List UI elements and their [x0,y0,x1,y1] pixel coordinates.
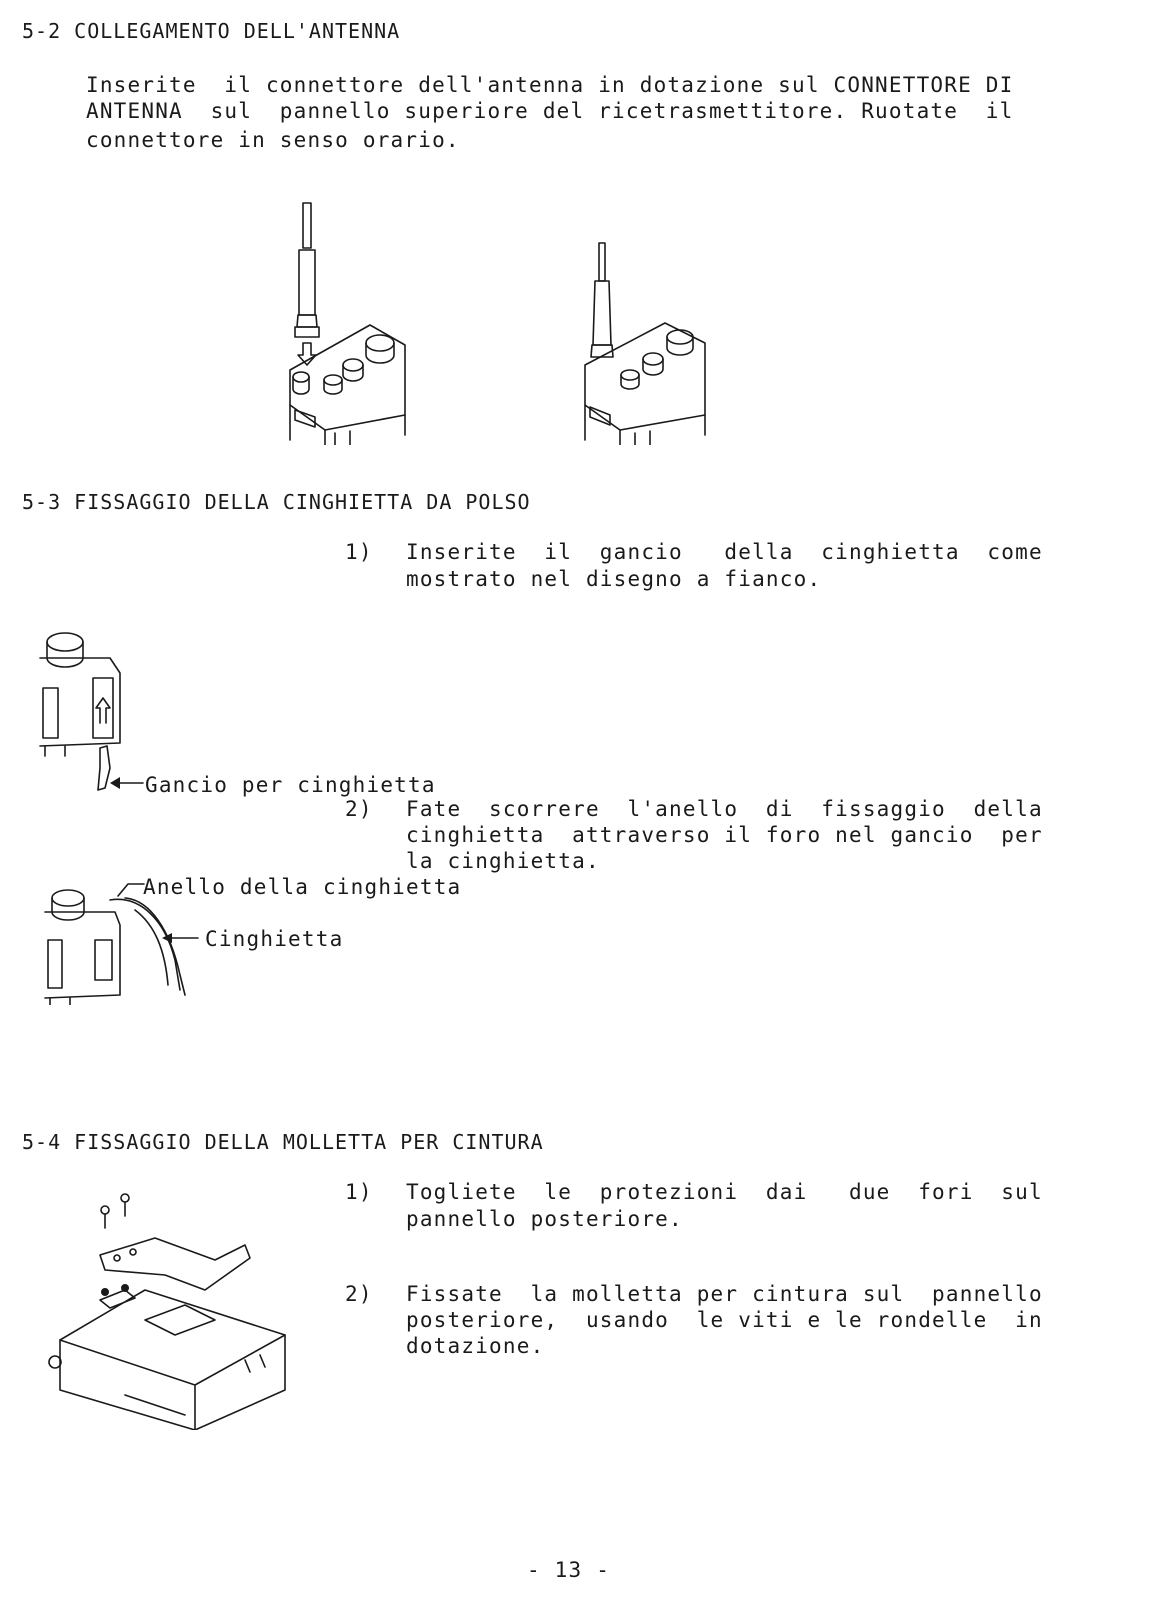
antenna-insert-illustration [265,195,425,445]
belt-step1-line-1: Togliete le protezioni dai due fori sul [406,1180,1043,1204]
section-title-antenna: 5-2 COLLEGAMENTO DELL'ANTENNA [22,19,401,43]
antenna-text-line-2: ANTENNA sul pannello superiore del ricetrasmettitore. Ruotate il [86,99,1014,123]
wrist-step1-number: 1) [345,540,373,564]
belt-step2-line-3: dotazione. [406,1334,545,1358]
antenna-text-line-1: Inserite il connettore dell'antenna in dotazione sul CONNETTORE DI [86,73,1014,97]
section-title-wrist-strap: 5-3 FISSAGGIO DELLA CINGHIETTA DA POLSO [22,490,531,514]
belt-step2-line-1: Fissate la molletta per cintura sul pannello [406,1282,1043,1306]
wrist-step2-line-3: la cinghietta. [406,849,600,873]
belt-step2-number: 2) [345,1282,373,1306]
wrist-step2-line-2: cinghietta attraverso il foro nel gancio per [406,823,1043,847]
wrist-step1-line-2: mostrato nel disegno a fianco. [406,567,822,591]
strap-label-arrow [160,931,200,945]
hook-label: Gancio per cinghietta [145,773,436,797]
antenna-mounted-illustration [575,235,725,445]
belt-step1-line-2: pannello posteriore. [406,1207,683,1231]
antenna-text-line-3: connettore in senso orario. [86,128,460,152]
section-title-belt-clip: 5-4 FISSAGGIO DELLA MOLLETTA PER CINTURA [22,1130,544,1154]
ring-label-leader [116,878,146,898]
belt-step2-line-2: posteriore, usando le viti e le rondelle in [406,1308,1043,1332]
page-number: - 13 - [527,1558,611,1582]
strap-label: Cinghietta [205,927,344,951]
ring-label: Anello della cinghietta [143,875,462,899]
wrist-step2-line-1: Fate scorrere l'anello di fissaggio della [406,797,1043,821]
hook-label-arrow [108,775,144,791]
belt-step1-number: 1) [345,1180,373,1204]
belt-clip-illustration [45,1190,305,1430]
wrist-step1-line-1: Inserite il gancio della cinghietta come [406,540,1043,564]
wrist-step2-number: 2) [345,797,373,821]
